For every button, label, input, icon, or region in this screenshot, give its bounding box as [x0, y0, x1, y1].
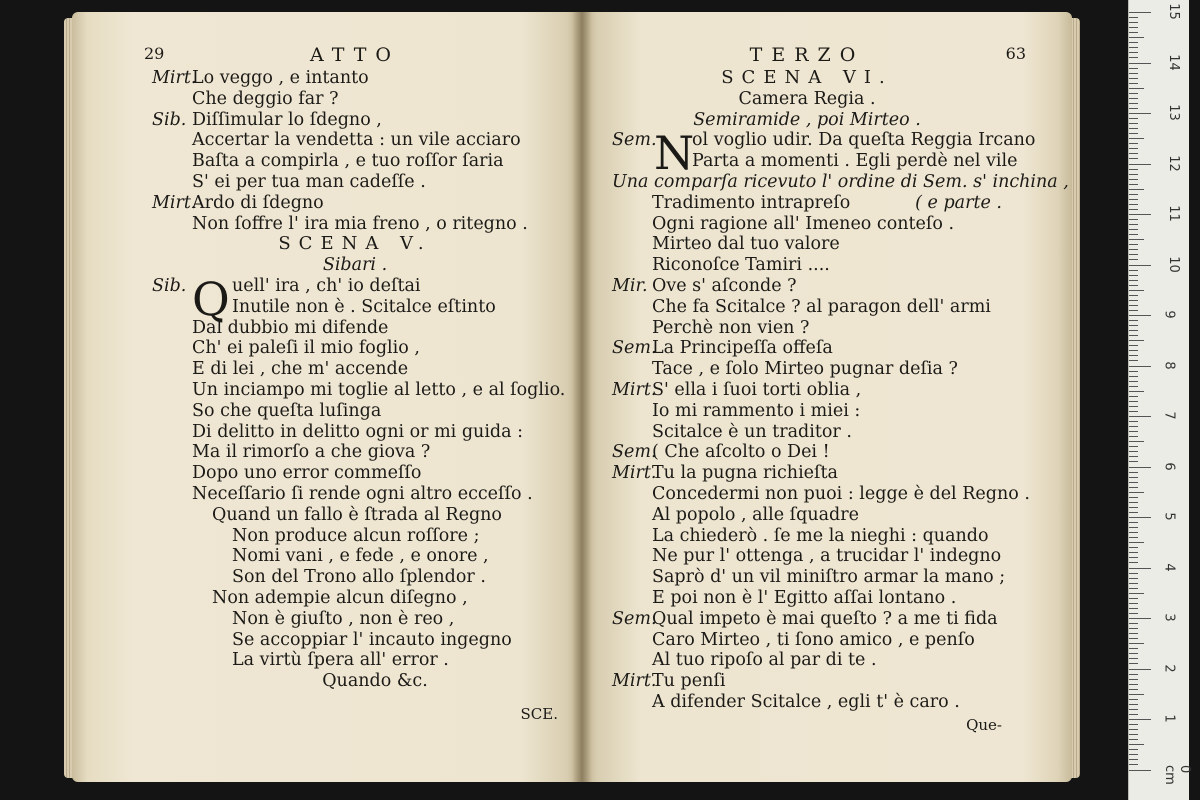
ruler-tick — [1129, 270, 1138, 271]
verse-text: Mirteo dal tuo valore — [652, 234, 840, 255]
verse-text: Tu la pugna richieſta — [652, 463, 838, 484]
ruler-tick — [1129, 254, 1138, 255]
ruler-tick — [1129, 477, 1138, 478]
ruler-tick — [1129, 63, 1151, 64]
verse-text: Non ſoffre l' ira mia freno , o ritegno . — [192, 213, 528, 234]
ruler-tick — [1129, 729, 1138, 730]
verse-text: E poi non è l' Egitto aſſai lontano . — [652, 587, 957, 608]
ruler-tick — [1129, 305, 1138, 306]
ruler-tick — [1129, 759, 1138, 760]
aria-line: Nomi vani , e fede , e onore , — [232, 546, 489, 567]
verse-line: Ch' ei paleſi il mio foglio , — [192, 338, 420, 359]
aria-line: Se accoppiar l' incauto ingegno — [232, 629, 512, 650]
speaker-label: Mirt. — [612, 671, 657, 692]
ruler-tick — [1129, 355, 1138, 356]
dialogue-line — [152, 68, 558, 89]
ruler-tick — [1129, 754, 1138, 755]
ruler-number: 9 — [1161, 310, 1177, 319]
ruler-tick — [1129, 739, 1138, 740]
book-gutter — [572, 12, 592, 782]
ruler-tick — [1129, 320, 1138, 321]
ruler-tick — [1129, 275, 1138, 276]
ruler-tick — [1129, 770, 1151, 771]
dialogue-line — [152, 172, 558, 193]
verse-text: Qual impeto è mai queſto ? a me ti fida — [652, 608, 998, 629]
ruler-tick — [1129, 22, 1138, 23]
dialogue-line — [152, 214, 558, 235]
ruler-tick — [1129, 724, 1138, 725]
ruler-tick — [1129, 598, 1138, 599]
ruler-tick — [1129, 78, 1138, 79]
ruler-tick — [1129, 487, 1138, 488]
ruler-tick — [1129, 199, 1138, 200]
verse-line: Un inciampo mi toglie al letto , e al ſoglio. — [192, 379, 566, 400]
verse-text: Scitalce è un traditor . — [652, 421, 852, 442]
verse-text: Baſta a compirla , e tuo roſſor ſaria — [192, 151, 504, 172]
ruler-tick — [1129, 259, 1138, 260]
verse-line: Ma il rimorſo a che giova ? — [192, 442, 431, 463]
verse-text: Io mi rammento i miei : — [652, 400, 861, 421]
verse-line: Neceſſario ſi rende ogni altro ecceſſo . — [192, 483, 533, 504]
speaker-label: Mirt. — [152, 68, 197, 88]
ruler-number: 10 — [1165, 255, 1181, 273]
verse-line: Dal dubbio mi difende — [192, 317, 389, 338]
verse-text: Al tuo ripoſo al par di te . — [652, 650, 877, 671]
ruler-tick — [1129, 679, 1138, 680]
dialogue-line — [612, 255, 1002, 276]
speaker-label: Mirt. — [612, 463, 657, 484]
ruler-tick — [1129, 57, 1138, 58]
ruler-tick — [1129, 552, 1138, 553]
verse-text: La chiederò . ſe me la nieghi : quando — [652, 525, 989, 546]
dialogue-line — [612, 526, 1002, 547]
ruler-tick — [1129, 330, 1138, 331]
right-catchword: Que- — [966, 715, 1002, 734]
speaker-label: Sem. — [612, 608, 657, 629]
ruler-tick — [1129, 224, 1138, 225]
verse-text: Accertar la vendetta : un vile acciaro — [192, 130, 521, 151]
ruler-tick — [1129, 229, 1138, 230]
ruler-number: 5 — [1161, 512, 1177, 521]
aria-line: Son del Trono allo ſplendor . — [232, 567, 486, 588]
aria-line: Non è giuſto , non è reo , — [232, 608, 455, 629]
right-running-head — [612, 44, 1026, 68]
dialogue-line — [612, 234, 1002, 255]
dialogue-line — [612, 671, 1002, 692]
ruler-tick — [1129, 658, 1138, 659]
verse-text: Tradimento intrapreſo — [652, 192, 851, 213]
dialogue-line — [612, 505, 1002, 526]
ruler-tick — [1129, 764, 1138, 765]
ruler-tick — [1129, 32, 1138, 33]
ruler-tick — [1129, 502, 1138, 503]
ruler-tick — [1129, 669, 1151, 670]
aria-line: La virtù ſpera all' error . — [232, 650, 449, 671]
ruler-tick — [1129, 42, 1138, 43]
ruler-tick — [1129, 674, 1138, 675]
ruler-tick — [1129, 638, 1138, 639]
ruler-tick — [1129, 456, 1138, 457]
ruler-tick — [1129, 17, 1138, 18]
ruler-tick — [1129, 613, 1138, 614]
ruler-tick — [1129, 689, 1138, 690]
speaker-label: Mirt. — [152, 192, 197, 213]
ruler-tick — [1129, 265, 1151, 266]
dialogue-line — [152, 110, 558, 131]
ruler-tick — [1129, 618, 1151, 619]
left-dialogue — [152, 68, 558, 234]
ruler-tick — [1129, 360, 1138, 361]
ruler-tick — [1129, 285, 1138, 286]
dialogue-line — [612, 193, 1002, 214]
ruler-tick — [1129, 583, 1138, 584]
aria-verses — [152, 505, 558, 671]
ruler-tick — [1129, 684, 1138, 685]
ruler-tick — [1129, 371, 1138, 372]
ruler-tick — [1129, 189, 1144, 190]
dialogue-line — [612, 609, 1002, 630]
ruler-tick — [1129, 366, 1151, 367]
verse-text: Ogni ragione all' Imeneo conteſo . — [652, 213, 955, 234]
dialogue-line — [612, 380, 1002, 401]
ruler-tick — [1129, 310, 1138, 311]
ruler-tick — [1129, 234, 1138, 235]
ruler-tick — [1129, 588, 1138, 589]
ruler-tick — [1129, 391, 1144, 392]
verse-text: Che deggio far ? — [192, 88, 339, 109]
ruler-number: 7 — [1161, 411, 1177, 420]
right-running-head-text: TERZO — [749, 44, 865, 66]
ruler-tick — [1129, 467, 1151, 468]
ruler-tick — [1129, 153, 1138, 154]
dialogue-line — [612, 442, 1002, 463]
ruler-tick — [1129, 179, 1138, 180]
ruler-tick — [1129, 93, 1138, 94]
ruler-tick — [1129, 573, 1138, 574]
scene-vi-title: SCENA VI. — [721, 67, 893, 88]
ruler-tick — [1129, 244, 1138, 245]
ruler-tick — [1129, 542, 1144, 543]
ruler-tick — [1129, 300, 1138, 301]
verse-text: La Principeſſa offeſa — [652, 338, 833, 359]
ruler-tick — [1129, 562, 1138, 563]
dialogue-line — [152, 89, 558, 110]
scene-v-setting: Sibari . — [322, 255, 388, 276]
ruler-tick — [1129, 194, 1138, 195]
ruler-tick — [1129, 441, 1144, 442]
ruler-tick — [1129, 497, 1138, 498]
ruler-tick — [1129, 406, 1138, 407]
scene-v-verses — [152, 296, 566, 505]
drop-cap: N — [654, 126, 695, 181]
verse-text: Ne pur l' ottenga , a trucidar l' indegno — [652, 546, 1002, 567]
verse-text: Caro Mirteo , ti ſono amico , e penſo — [652, 629, 975, 650]
ruler-tick — [1129, 608, 1138, 609]
dialogue-line — [152, 151, 558, 172]
scene-v-title: SCENA V. — [278, 233, 432, 255]
ruler-tick — [1129, 27, 1138, 28]
ruler-tick — [1129, 396, 1138, 397]
ruler-tick — [1129, 744, 1144, 745]
dialogue-line — [612, 692, 1002, 713]
dialogue-line — [612, 546, 1002, 567]
ruler-tick — [1129, 169, 1138, 170]
ruler-tick — [1129, 143, 1138, 144]
ruler-tick — [1129, 507, 1138, 508]
dialogue-line — [152, 130, 558, 151]
dialogue-line — [612, 214, 1002, 235]
verse-text: Diſſimular lo ſdegno , — [192, 109, 382, 130]
speaker-label: Sib. — [152, 109, 187, 130]
dialogue-line — [612, 401, 1002, 422]
verse-text: Saprò d' un vil miniſtro armar la mano ; — [652, 567, 1006, 588]
ruler-tick — [1129, 52, 1138, 53]
ruler-tick — [1129, 204, 1138, 205]
ruler-tick — [1129, 103, 1138, 104]
ruler-tick — [1129, 527, 1138, 528]
dialogue-line — [612, 588, 1002, 609]
verse-line: E di lei , che m' accende — [192, 359, 409, 380]
ruler-number: 6 — [1161, 461, 1177, 471]
ruler-tick — [1129, 653, 1138, 654]
left-page — [72, 12, 582, 782]
ruler-tick — [1129, 568, 1151, 569]
ruler-tick — [1129, 133, 1138, 134]
ruler-tick — [1129, 118, 1138, 119]
ruler-tick — [1129, 421, 1138, 422]
ruler-tick — [1129, 345, 1138, 346]
ruler-tick — [1129, 164, 1151, 165]
speaker-label: Sem. — [612, 338, 657, 359]
aria-line: Non adempie alcun diſegno , — [212, 587, 468, 608]
verse-text: Lo veggo , e intanto — [192, 68, 369, 88]
verse-line: Di delitto in delitto ogni or mi guida : — [192, 421, 524, 442]
dialogue-line — [612, 338, 1002, 359]
dialogue-line — [612, 359, 1002, 380]
aria-line: Quand un fallo è ſtrada al Regno — [212, 504, 502, 525]
ruler-tick — [1129, 83, 1138, 84]
ruler-tick — [1129, 37, 1144, 38]
scene-vi-characters: Semiramide , poi Mirteo . — [693, 109, 921, 130]
ruler-tick — [1129, 68, 1138, 69]
dialogue-line — [612, 318, 1002, 339]
dialogue-line — [612, 567, 1006, 588]
ruler-tick — [1129, 249, 1138, 250]
ruler-tick — [1129, 113, 1151, 114]
ruler-tick — [1129, 340, 1144, 341]
ruler-tick — [1129, 158, 1138, 159]
aria-line: Non produce alcun roſſore ; — [232, 525, 480, 546]
verse-text: Che fa Scitalce ? al paragon dell' armi — [652, 296, 991, 317]
dialogue-line — [612, 422, 1002, 443]
right-dialogue — [612, 192, 1030, 713]
open-book — [72, 12, 1072, 782]
ruler-tick — [1129, 73, 1138, 74]
verse-text: Ove s' aſconde ? — [652, 275, 797, 296]
ruler-tick — [1129, 578, 1138, 579]
ruler-tick — [1129, 426, 1138, 427]
verse-text: S' ella i ſuoi torti oblia , — [652, 379, 862, 400]
ruler-tick — [1129, 209, 1138, 210]
ruler-tick — [1129, 239, 1144, 240]
speaker-label: Mirt. — [612, 379, 657, 400]
left-page-number: 29 — [144, 44, 165, 63]
stage-direction: Una comparſa ricevuto l' ordine di Sem. s' inchina , — [612, 171, 1069, 192]
ruler-number: 13 — [1165, 104, 1181, 121]
verse-line: Inutile non è . Scitalce eſtinto — [232, 296, 496, 317]
verse-text: Parta a momenti . Egli perdè nel vile — [692, 151, 1018, 172]
verse-text: A difender Scitalce , egli t' è caro . — [652, 691, 960, 712]
ruler-tick — [1129, 517, 1151, 518]
ruler-tick — [1129, 643, 1144, 644]
ruler-tick — [1129, 694, 1144, 695]
dialogue-line — [612, 650, 1002, 671]
ruler-tick — [1129, 537, 1138, 538]
verse-text: Perchè non vien ? — [652, 317, 810, 338]
ruler-tick — [1129, 436, 1138, 437]
left-running-head-text: ATTO — [310, 44, 400, 66]
ruler-tick — [1129, 148, 1138, 149]
ruler-tick — [1129, 325, 1138, 326]
ruler-tick — [1129, 315, 1151, 316]
verse-text: Al popolo , alle ſquadre — [652, 504, 859, 525]
ruler-number: 3 — [1161, 613, 1177, 622]
verse-line: Dopo uno error commeſſo — [192, 463, 422, 484]
ruler-tick — [1129, 522, 1138, 523]
dialogue-line — [152, 193, 558, 214]
scene-vi-setting: Camera Regia . — [738, 88, 876, 109]
dialogue-line — [612, 297, 1002, 318]
ruler-number: 14 — [1165, 53, 1181, 71]
dialogue-line — [612, 276, 1002, 297]
speaker-label: Sib. — [152, 275, 187, 296]
ruler-number: 4 — [1161, 562, 1177, 572]
ruler-tick — [1129, 350, 1138, 351]
ruler-tick — [1129, 219, 1138, 220]
verse-text: ol voglio udir. Da queſta Reggia Ircano — [692, 130, 1036, 151]
ruler-tick — [1129, 123, 1138, 124]
ruler-tick — [1129, 416, 1151, 417]
ruler-tick — [1129, 714, 1138, 715]
ruler-tick — [1129, 214, 1151, 215]
aside-text: ( e parte . — [915, 192, 1002, 213]
verse-text: Riconoſce Tamiri .... — [652, 255, 830, 276]
ruler-tick — [1129, 719, 1151, 720]
ruler-tick — [1129, 461, 1138, 462]
ruler-tick — [1129, 108, 1138, 109]
ruler-number: 11 — [1165, 205, 1181, 222]
ruler-tick — [1129, 386, 1138, 387]
ruler-tick — [1129, 12, 1151, 13]
verse-text: Ardo di ſdegno — [192, 192, 324, 213]
ruler-tick — [1129, 411, 1138, 412]
ruler-tick — [1129, 749, 1138, 750]
ruler-tick — [1129, 376, 1138, 377]
ruler-tick — [1129, 472, 1138, 473]
ruler-tick — [1129, 401, 1138, 402]
ruler-tick — [1129, 623, 1138, 624]
ruler-tick — [1129, 492, 1144, 493]
speaker-label: Mir. — [612, 275, 648, 296]
ruler-tick — [1129, 482, 1138, 483]
ruler-tick — [1129, 547, 1138, 548]
ruler-tick — [1129, 98, 1138, 99]
ruler-tick — [1129, 603, 1138, 604]
aria-closing: Quando &c. — [322, 671, 428, 692]
ruler-number: 2 — [1161, 663, 1177, 673]
ruler-tick — [1129, 174, 1138, 175]
ruler-tick — [1129, 704, 1138, 705]
right-page-number: 63 — [1005, 44, 1026, 63]
ruler-tick — [1129, 709, 1138, 710]
ruler-number: 15 — [1165, 3, 1181, 20]
ruler-tick — [1129, 88, 1144, 89]
ruler-tick — [1129, 280, 1138, 281]
verse-text: Concedermi non puoi : legge è del Regno . — [652, 483, 1030, 504]
ruler-tick — [1129, 699, 1138, 700]
dialogue-line — [612, 463, 1002, 484]
ruler-tick — [1129, 128, 1138, 129]
right-page — [582, 12, 1072, 782]
ruler-tick — [1129, 47, 1138, 48]
dialogue-line — [612, 630, 1002, 651]
ruler-tick — [1129, 184, 1138, 185]
ruler-tick — [1129, 451, 1138, 452]
verse-text: uell' ira , ch' io deſtai — [232, 275, 421, 296]
ruler-tick — [1129, 431, 1138, 432]
ruler-number: 1 — [1161, 714, 1177, 723]
drop-cap: Q — [192, 271, 230, 326]
ruler-tick — [1129, 335, 1138, 336]
ruler-tick — [1129, 295, 1138, 296]
verse-text: ( Che aſcolto o Dei ! — [652, 442, 830, 463]
left-catchword: SCE. — [520, 704, 558, 723]
verse-text: Tu penſi — [652, 671, 726, 692]
ruler-tick — [1129, 512, 1138, 513]
ruler-tick — [1129, 633, 1138, 634]
ruler-tick — [1129, 290, 1144, 291]
ruler-tick — [1129, 532, 1138, 533]
ruler-tick — [1129, 381, 1138, 382]
verse-text: Tace , e ſolo Mirteo pugnar deſia ? — [652, 359, 958, 380]
measurement-ruler — [1128, 0, 1192, 800]
speaker-label: Sem. — [612, 130, 657, 151]
ruler-tick — [1129, 663, 1138, 664]
ruler-tick — [1129, 446, 1138, 447]
ruler-number: 12 — [1165, 154, 1181, 172]
ruler-tick — [1129, 628, 1138, 629]
dialogue-line — [612, 483, 1030, 505]
ruler-number: 8 — [1161, 360, 1177, 370]
ruler-tick — [1129, 648, 1138, 649]
ruler-tick — [1129, 593, 1144, 594]
ruler-tick — [1129, 734, 1138, 735]
ruler-tick — [1129, 138, 1144, 139]
verse-text: S' ei per tua man cadeſſe . — [192, 171, 426, 192]
ruler-number: 0 cm — [1162, 764, 1192, 785]
ruler-tick — [1129, 557, 1138, 558]
speaker-label: Sem. — [612, 442, 657, 463]
left-running-head — [144, 44, 558, 68]
verse-line: So che queſta luſinga — [192, 400, 382, 421]
